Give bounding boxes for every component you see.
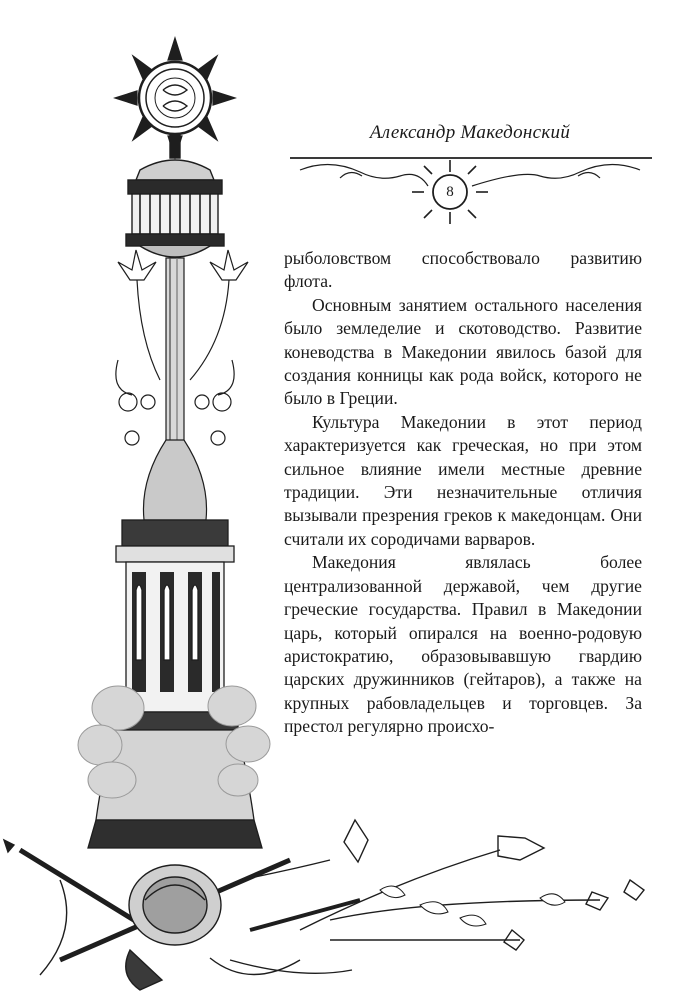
page-number: 8 bbox=[436, 178, 464, 206]
column-shaft bbox=[143, 258, 206, 520]
body-text bbox=[284, 247, 642, 739]
paragraph-3: Культура Македонии в этот период характеризуется как греческая, но при этом сильное влияние имели местные древние традиции. Эти незначительные отличия вызывали презрения греков к македонцам. Они считали их сородичами варваров. bbox=[284, 411, 642, 549]
paragraph-2: Основным занятием остального населения было земледелие и скотоводство. Развитие коневодства в Македонии явилось базой для создания конницы как рода войск, которого не было в Греции. bbox=[284, 294, 642, 409]
paragraph-4: Македония являлась более централизованной державой, чем другие греческие государства. Правил в Македонии царь, который опирался на военно-родовую аристократию, образовывавшую гвардию царских дружинников (гейтаров), а также на крупных рабовладельцев и торговцев. За престол регулярно происхо- bbox=[284, 552, 642, 737]
column-body bbox=[88, 520, 262, 848]
paragraph-1: рыболовством способствовало развитию флота. bbox=[284, 248, 642, 292]
running-header-title: Александр Македонский bbox=[369, 122, 571, 143]
header-ornament bbox=[290, 158, 652, 224]
column-lantern bbox=[126, 134, 224, 257]
